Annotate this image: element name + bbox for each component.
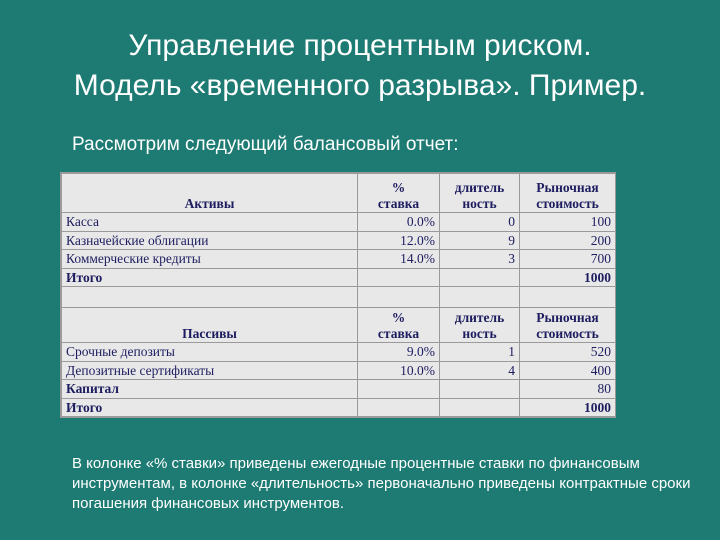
liability-duration: 4: [440, 361, 520, 380]
market-header-line2: стоимость: [536, 326, 599, 341]
assets-header-row: [62, 174, 616, 213]
duration-header-line1: длитель: [454, 310, 505, 325]
liability-name: Депозитные сертификаты: [62, 361, 358, 380]
liability-value: 520: [520, 343, 616, 362]
market-value-column-header: [520, 174, 616, 213]
asset-rate: 0.0%: [358, 213, 440, 232]
slide-title-line2: Модель «временного разрыва». Пример.: [73, 69, 647, 102]
table-row: [62, 231, 616, 250]
assets-total-row: [62, 268, 616, 287]
table-spacer-row: [62, 287, 616, 308]
asset-value: 200: [520, 231, 616, 250]
market-header-line2: стоимость: [536, 196, 599, 211]
liability-name: Срочные депозиты: [62, 343, 358, 362]
assets-total-label: Итого: [62, 268, 358, 287]
liabilities-total-label: Итого: [62, 398, 358, 417]
asset-value: 100: [520, 213, 616, 232]
assets-header: Активы: [62, 174, 358, 213]
rate-header-line2: ставка: [377, 196, 420, 211]
duration-header-line1: длитель: [454, 180, 505, 195]
rate-header-line1: %: [391, 180, 406, 195]
market-value-column-header: [520, 308, 616, 343]
slide-title-line1: Управление процентным риском.: [128, 29, 592, 62]
liability-duration: 1: [440, 343, 520, 362]
liabilities-header: Пассивы: [62, 308, 358, 343]
asset-rate: 14.0%: [358, 250, 440, 269]
liability-value: 400: [520, 361, 616, 380]
rate-column-header: [358, 174, 440, 213]
market-header-line1: Рыночная: [536, 180, 599, 195]
asset-duration: 9: [440, 231, 520, 250]
market-header-line1: Рыночная: [536, 310, 599, 325]
balance-sheet-table: [60, 172, 616, 418]
table-row: [62, 361, 616, 380]
slide-title: [0, 26, 720, 106]
asset-name: Коммерческие кредиты: [62, 250, 358, 269]
rate-header-line2: ставка: [377, 326, 420, 341]
asset-duration: 0: [440, 213, 520, 232]
liabilities-total-row: [62, 398, 616, 417]
rate-header-line1: %: [391, 310, 406, 325]
duration-column-header: [440, 174, 520, 213]
liabilities-header-row: [62, 308, 616, 343]
capital-row: [62, 380, 616, 399]
table-row: [62, 213, 616, 232]
capital-label: Капитал: [62, 380, 358, 399]
duration-header-line2: ность: [462, 196, 497, 211]
duration-column-header: [440, 308, 520, 343]
liability-rate: 9.0%: [358, 343, 440, 362]
footnote-text: В колонке «% ставки» приведены ежегодные процентные ставки по финансовым инструментам, в колонке «длительность» первоначально приведены контрактные сроки погашения финансовых инструментов.: [72, 455, 691, 512]
table-row: [62, 343, 616, 362]
duration-header-line2: ность: [462, 326, 497, 341]
assets-total-value: 1000: [520, 268, 616, 287]
rate-column-header: [358, 308, 440, 343]
table-row: [62, 250, 616, 269]
asset-duration: 3: [440, 250, 520, 269]
slide-subtitle: Рассмотрим следующий балансовый отчет:: [72, 134, 459, 155]
liabilities-total-value: 1000: [520, 398, 616, 417]
asset-rate: 12.0%: [358, 231, 440, 250]
asset-value: 700: [520, 250, 616, 269]
capital-value: 80: [520, 380, 616, 399]
liability-rate: 10.0%: [358, 361, 440, 380]
asset-name: Казначейские облигации: [62, 231, 358, 250]
asset-name: Касса: [62, 213, 358, 232]
